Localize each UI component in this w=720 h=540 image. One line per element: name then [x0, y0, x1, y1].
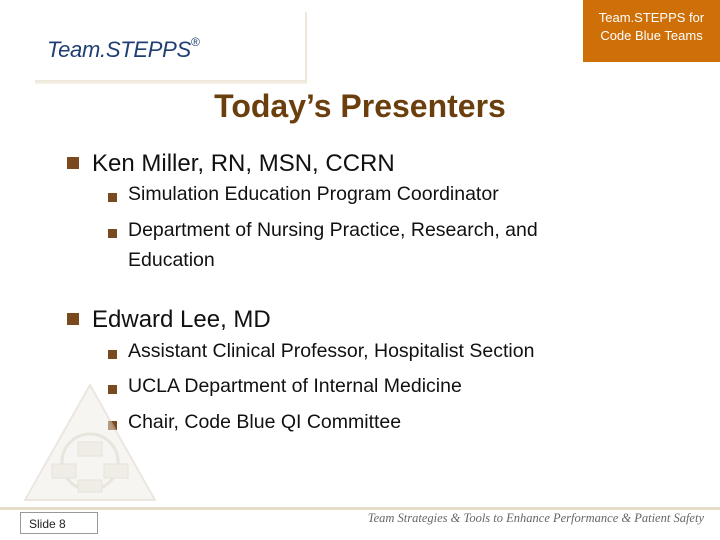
footer-tagline: Team Strategies & Tools to Enhance Performance & Patient Safety: [367, 511, 704, 525]
bullet-square-icon: [108, 193, 117, 202]
slide-title: Today’s Presenters: [214, 88, 506, 124]
logo-box: [35, 12, 307, 82]
bullet-square-icon: [108, 229, 117, 238]
tab-line-1: Team.STEPPS for: [598, 10, 705, 25]
bullet-square-icon: [67, 313, 79, 325]
course-title-tab: [583, 0, 720, 62]
teamstepps-logo: Team.STEPPS®: [47, 35, 200, 62]
footer-divider: [0, 507, 720, 510]
teamstepps-triangle-watermark-icon: [20, 380, 160, 505]
bullet-square-icon: [67, 157, 79, 169]
tab-line-2: Code Blue Teams: [600, 28, 703, 43]
slide-number: Slide 8: [20, 512, 98, 534]
slide: Team.STEPPS® Team.STEPPS for Code Blue Teams Today’s Presenters Ken Miller, RN, MSN, CCRN Simulation Education Program Coordinator Department of Nursing Practice, Research, and Education Edward Lee, MD Assistant Clinical Professor, Hospitalist Section UCLA Department of Internal Medicine Chair, Code Blue QI Committee Slide 8 Team Strategies & Tools to Enhance Performance & Patient Safety: [0, 0, 720, 540]
bullet-square-icon: [108, 350, 117, 359]
